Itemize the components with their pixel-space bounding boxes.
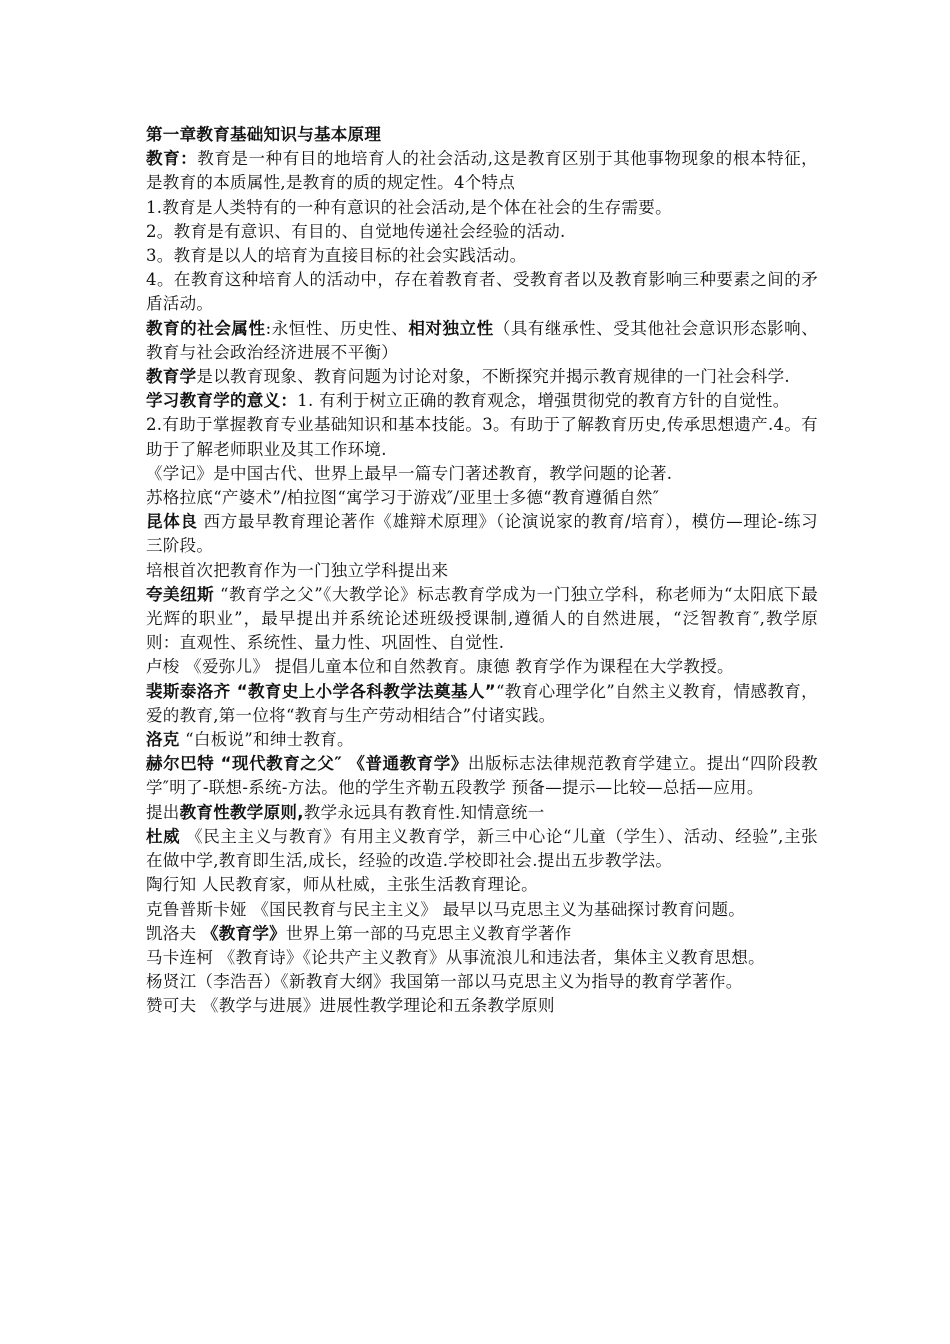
paragraph [146, 413, 818, 461]
paragraph [146, 486, 818, 510]
text-run: 提出 [146, 802, 180, 822]
text-run: 杨贤江（李浩吾）《新教育大纲》我国第一部以马克思主义为指导的教育学著作。 [146, 972, 743, 992]
bold-text-run: 教育的社会属性 [146, 318, 266, 338]
text-run: 凯洛夫 [146, 923, 202, 943]
bold-text-run: 教育学 [146, 367, 197, 387]
paragraph [146, 752, 818, 800]
text-run: 《民主主义与教育》有用主义教育学，新三中心论“儿童（学生）、活动、经验”,主张在做中学,教育即生活,成长，经验的改造.学校即社会.提出五步教学法。 [146, 826, 818, 871]
text-run: 陶行知 人民教育家，师从杜威，主张生活教育理论。 [146, 875, 538, 895]
paragraph [146, 365, 818, 389]
text-run: 是以教育现象、教育问题为讨论对象，不断探究并揭示教育规律的一门社会科学. [196, 367, 790, 387]
text-run: 3。教育是以人的培育为直接目标的社会实践活动。 [146, 246, 527, 266]
text-run: 《学记》是中国古代、世界上最早一篇专门著述教育，教学问题的论著. [146, 463, 673, 483]
paragraph [146, 220, 818, 244]
paragraph [146, 898, 818, 922]
bold-text-run: 第一章教育基础知识与基本原理 [146, 125, 382, 144]
paragraph [146, 196, 818, 220]
text-run: :永恒性、历史性、 [265, 318, 409, 338]
text-run: 4。在教育这种培育人的活动中，存在着教育者、受教育者以及教育影响三种要素之间的矛盾活动。 [146, 270, 818, 314]
paragraph [146, 801, 818, 825]
text-run: 卢梭 《爱弥儿》 提倡儿童本位和自然教育。康德 教育学作为课程在大学教授。 [146, 657, 734, 677]
paragraph [146, 147, 818, 195]
text-run: 出版标志法律规范教育学建立。提出“四阶段教学″明了-联想-系统-方法。他的学生齐勒五段教学 预备—提示—比较—总括—应用。 [146, 754, 818, 798]
text-run: 教学永远具有教育性.知情意统一 [303, 802, 545, 822]
paragraph [146, 123, 818, 147]
paragraph [146, 922, 818, 946]
bold-text-run: 洛克 [146, 730, 180, 750]
document-body [146, 123, 818, 1019]
bold-text-run: 《教育学》 [201, 923, 286, 943]
paragraph [146, 559, 818, 583]
paragraph [146, 268, 818, 316]
text-run: 世界上第一部的马克思主义教育学著作 [285, 923, 572, 943]
bold-text-run: 杜威 [146, 826, 181, 846]
paragraph [146, 946, 818, 970]
bold-text-run: 昆体良 [146, 512, 198, 532]
paragraph [146, 655, 818, 679]
bold-text-run: 赫尔巴特 “现代教育之父″ 《普通教育学》 [146, 754, 468, 774]
text-run: 克鲁普斯卡娅 《国民教育与民主主义》 最早以马克思主义为基础探讨教育问题。 [146, 899, 746, 919]
text-run: 2。教育是有意识、有目的、自觉地传递社会经验的活动. [146, 221, 566, 241]
paragraph [146, 825, 818, 873]
paragraph [146, 680, 818, 728]
text-run: 教育是一种有目的地培育人的社会活动,这是教育区别于其他事物现象的根本特征，是教育的本质属性,是教育的质的规定性。4个特点 [146, 149, 818, 193]
bold-text-run: 教育： [146, 149, 198, 169]
text-run: 苏格拉底“产婆术”/柏拉图“寓学习于游戏″/亚里士多德“教育遵循自然″ [146, 488, 660, 508]
text-run: 马卡连柯 《教育诗》《论共产主义教育》从事流浪儿和违法者，集体主义教育思想。 [146, 947, 765, 967]
paragraph [146, 462, 818, 486]
bold-text-run: 教育性教学原则, [179, 802, 304, 822]
text-run: 赞可夫 《教学与进展》进展性教学理论和五条教学原则 [146, 996, 555, 1016]
bold-text-run: 学习教育学的意义： [146, 391, 298, 411]
text-run: “白板说”和绅士教育。 [179, 730, 354, 750]
text-run: 西方最早教育理论著作《雄辩术原理》（论演说家的教育/培育），模仿—理论-练习三阶段。 [146, 512, 818, 556]
text-run: 1.教育是人类特有的一种有意识的社会活动,是个体在社会的生存需要。 [146, 197, 672, 217]
paragraph [146, 873, 818, 897]
paragraph [146, 317, 818, 365]
paragraph [146, 970, 818, 994]
text-run: “教育学之父”《大教学论》标志教育学成为一门独立学科，称老师为“太阳底下最光辉的职业”，最早提出并系统论述班级授课制,遵循人的自然进展，“泛智教育″,教学原则：直观性、系统性、量力性、巩固性、自觉性. [146, 584, 818, 653]
text-run: “教育心理学化”自然主义教育，情感教育，爱的教育,第一位将“教育与生产劳动相结合”付诸实践。 [146, 681, 818, 725]
paragraph [146, 389, 818, 413]
paragraph [146, 583, 818, 656]
paragraph [146, 510, 818, 558]
text-run: 1. 有利于树立正确的教育观念，增强贯彻党的教育方针的自觉性。 [297, 391, 790, 411]
bold-text-run: 夸美纽斯 [146, 584, 215, 604]
bold-text-run: 相对独立性 [408, 318, 494, 338]
text-run: 2.有助于掌握教育专业基础知识和基本技能。3。有助于了解教育历史,传承思想遗产.4。有助于了解老师职业及其工作环境. [146, 415, 818, 459]
paragraph [146, 728, 818, 752]
bold-text-run: 裴斯泰洛齐 “教育史上小学各科教学法奠基人” [146, 681, 496, 701]
text-run: （具有继承性、受其他社会意识形态影响、教育与社会政治经济进展不平衡） [146, 318, 818, 362]
text-run: 培根首次把教育作为一门独立学科提出来 [146, 560, 449, 580]
paragraph [146, 994, 818, 1018]
paragraph [146, 244, 818, 268]
